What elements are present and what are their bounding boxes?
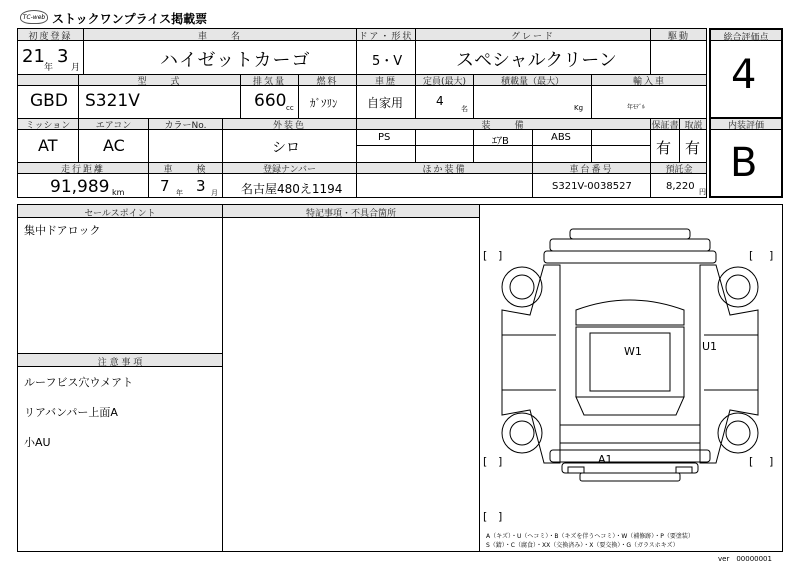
version-text: ver 00000001 [718,555,772,563]
recycle-label: 預託金 [665,165,693,175]
caution-item-1: ルーフビス穴ウメアト [24,376,134,389]
logo-text: TC-web [22,14,46,21]
model-label: 型 式 [137,77,182,87]
equipment-1: PS [378,132,391,143]
car-damage-diagram [480,205,782,551]
fuel: ｶﾞｿﾘﾝ [310,97,338,110]
car-name: ハイゼットカーゴ [160,50,311,71]
manual-label: 取説 [684,121,703,131]
damage-mark-a1: A1 [598,453,613,466]
interior-score: B [730,140,758,186]
first-reg-year: 21 [22,46,45,67]
chassis-no: S321V-0038527 [552,181,632,192]
color-no-label: カラーNo. [164,121,207,131]
import-label: 輸入車 [632,77,666,87]
mileage: 91,989 [50,177,110,197]
history: 自家用 [367,96,404,110]
other-equipment-label: ほか装備 [422,165,467,175]
displacement-unit: cc [286,104,294,112]
chassis-no-label: 車台番号 [569,165,614,175]
capacity-unit: 名 [461,105,468,113]
svg-text:[: [ [483,510,488,523]
fuel-label: 燃料 [316,77,339,87]
inspection-month: 3 [196,177,206,195]
grade-label: グレード [510,32,555,42]
history-label: 車歴 [374,77,397,87]
svg-text:]: ] [498,455,503,468]
overall-score: 4 [731,52,757,98]
aircon-label: エアコン [95,121,132,131]
first-reg-label: 初度登録 [28,32,73,42]
logo [20,10,48,24]
svg-text:]: ] [498,249,503,262]
svg-text:]: ] [769,249,774,262]
exterior-color: シロ [272,140,300,156]
mission-label: ミッション [25,121,71,131]
svg-text:[: [ [749,249,754,262]
warranty: 有 [656,139,672,157]
page-title: ストックワンプライス掲載票 [52,12,208,26]
import-note: 年ﾓﾃﾞﾙ [627,104,646,111]
svg-text:[: [ [483,455,488,468]
first-reg-year-unit: 年 [44,63,54,73]
equipment-label: 装 備 [481,121,526,131]
equipment-3: ｴｱB [492,136,509,147]
cautions-label: 注 意 事 項 [97,358,143,368]
inspection-month-unit: 月 [211,189,218,197]
sales-point-label: セールスポイント [84,209,156,219]
capacity: 4 [436,94,444,108]
caution-item-3: 小AU [24,436,51,449]
svg-text:[: [ [749,455,754,468]
first-reg-month: 3 [57,46,69,67]
equipment-4: ABS [551,132,571,143]
svg-text:]: ] [769,455,774,468]
mileage-label: 走行距離 [60,165,105,175]
legend-line-1: A（キズ）・U（ヘコミ）・B（キズを伴うヘコミ）・W（補修跡）・P（要塗装） [486,533,694,540]
exterior-color-label: 外装色 [272,121,306,131]
first-reg-month-unit: 月 [71,63,81,73]
manual: 有 [685,139,701,157]
mission: AT [38,136,58,155]
inspection-year: 7 [160,177,170,195]
sales-point-text: 集中ドアロック [24,224,101,237]
inspection-year-unit: 年 [176,189,183,197]
plate-label: 登録ナンバー [263,165,316,175]
capacity-label: 定員(最大) [422,77,467,87]
door-shape: 5・V [372,54,403,69]
mileage-unit: km [112,188,125,197]
grade: スペシャルクリーン [456,50,617,71]
svg-text:[: [ [483,249,488,262]
interior-score-label: 内装評価 [727,121,764,131]
load-label: 積載量（最大） [500,77,564,87]
load-unit: Kg [574,104,584,112]
damage-mark-u1: U1 [702,340,718,353]
recycle-unit: 円 [699,188,706,196]
model-prefix: GBD [30,91,68,111]
recycle-fee: 8,220 [666,181,695,192]
model: S321V [85,91,140,111]
legend-line-2: S（錆）・C（腐食）・XX（交換済み）・X（要交換）・G（ガラスホキズ） [486,542,679,549]
car-name-label: 車 名 [197,32,242,42]
svg-text:]: ] [498,510,503,523]
drive-label: 駆動 [667,32,690,42]
special-notes-label: 特記事項・不具合箇所 [305,209,396,219]
displacement-label: 排気量 [252,77,286,87]
aircon: AC [103,136,125,155]
door-label: ドア・形状 [358,32,414,42]
caution-item-2: リアバンパー上面A [24,406,118,419]
plate: 名古屋480え1194 [241,182,343,196]
displacement: 660 [254,91,287,111]
warranty-label: 保証書 [651,121,679,131]
damage-mark-w1: W1 [624,345,642,358]
inspection-label: 車 検 [163,165,208,175]
overall-score-label: 総合評価点 [723,33,769,43]
